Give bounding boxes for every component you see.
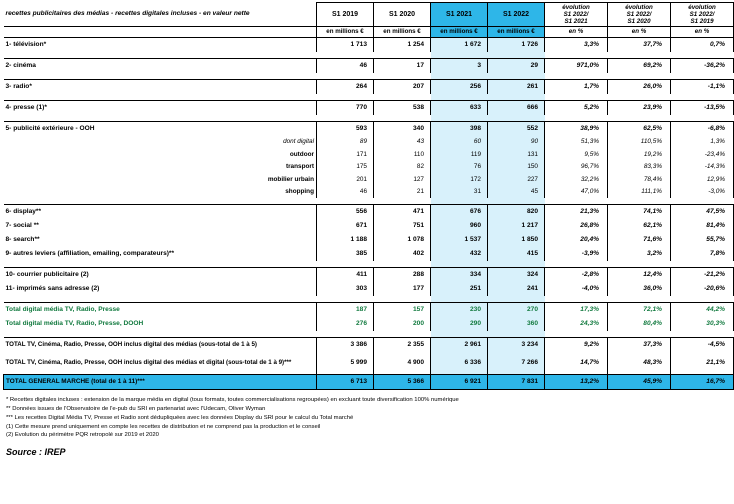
cell-2022: 820: [488, 205, 545, 220]
table-row: [4, 205, 734, 220]
cell-2022: 90: [488, 136, 545, 149]
row-label: 4- presse (1)*: [4, 100, 317, 115]
cell-2020: 751: [374, 219, 431, 233]
table-row-total: [4, 338, 734, 353]
cell-2021: 31: [431, 186, 488, 199]
cell-2019: 201: [317, 173, 374, 186]
col-unit-2021: en millions €: [431, 27, 488, 37]
table-header-years: [4, 3, 734, 27]
cell-ev-1922: 55,7%: [671, 233, 734, 247]
cell-2019: 593: [317, 121, 374, 136]
col-unit-ev-2022: en %: [608, 27, 671, 37]
row-label: 6- display**: [4, 205, 317, 220]
row-label: 11- imprimés sans adresse (2): [5, 285, 100, 293]
table-header-units: [4, 27, 734, 37]
row-label: 9- autres leviers (affiliation, emailing, comparateurs)**: [5, 250, 175, 258]
row-label: Total digital média TV, Radio, Presse, DOOH: [5, 320, 144, 328]
cell-ev-2022: 3,2%: [608, 247, 671, 261]
cell-2022: 1 726: [488, 37, 545, 52]
col-header-ev-2022-2019: évolution S1 2022/ S1 2019: [671, 3, 734, 27]
col-header-2019: S1 2019: [317, 3, 374, 27]
row-label: transport: [285, 163, 314, 171]
cell-2022: 7 831: [488, 375, 545, 390]
cell-2020: 127: [374, 173, 431, 186]
cell-ev-2022: 45,9%: [608, 375, 671, 390]
cell-2021: 676: [431, 205, 488, 220]
row-label: 3- radio*: [4, 79, 317, 94]
cell-ev-2022: 48,3%: [608, 352, 671, 375]
cell-ev-1922: -14,3%: [671, 161, 734, 174]
cell-2019: 264: [317, 79, 374, 94]
cell-ev-2122: 32,2%: [545, 173, 608, 186]
table-row: [4, 58, 734, 73]
row-label: TOTAL GENERAL MARCHE (total de 1 à 11)***: [4, 375, 317, 390]
table-row: [4, 268, 734, 283]
col-header-ev-2022-2021: évolution S1 2022/ S1 2021: [545, 3, 608, 27]
row-label: 7- social **: [5, 222, 39, 230]
cell-ev-2022: 69,2%: [608, 58, 671, 73]
units-empty-cell: [4, 27, 317, 37]
cell-ev-2122: -3,9%: [545, 247, 608, 261]
cell-2022: 552: [488, 121, 545, 136]
cell-ev-1922: -23,4%: [671, 148, 734, 161]
cell-2019: 411: [317, 268, 374, 283]
cell-2022: 150: [488, 161, 545, 174]
cell-ev-2122: 47,0%: [545, 186, 608, 199]
cell-2019: 89: [317, 136, 374, 149]
row-label: shopping: [285, 188, 314, 196]
table-row: [4, 282, 734, 296]
table-row: [4, 303, 734, 318]
cell-2019: 3 386: [317, 338, 374, 353]
cell-2019: 385: [317, 247, 374, 261]
cell-ev-2122: 971,0%: [545, 58, 608, 73]
cell-2020: 4 900: [374, 352, 431, 375]
footnote-4: (1) Cette mesure prend uniquement en compte les recettes de distribution et ne comprend pas la production et le conseil: [6, 423, 321, 430]
cell-2022: 227: [488, 173, 545, 186]
cell-ev-1922: -21,2%: [671, 268, 734, 283]
cell-ev-2022: 71,6%: [608, 233, 671, 247]
table-row: [4, 161, 734, 174]
cell-2021: 6 921: [431, 375, 488, 390]
row-label: 10- courrier publicitaire (2): [4, 268, 317, 283]
table-row: [4, 148, 734, 161]
cell-2019: 276: [317, 317, 374, 331]
table-row: [4, 317, 734, 331]
cell-2022: 324: [488, 268, 545, 283]
cell-2021: 1 537: [431, 233, 488, 247]
cell-ev-2122: 9,5%: [545, 148, 608, 161]
cell-ev-1922: 81,4%: [671, 219, 734, 233]
cell-ev-1922: -36,2%: [671, 58, 734, 73]
cell-2019: 175: [317, 161, 374, 174]
cell-2021: 3: [431, 58, 488, 73]
cell-ev-2022: 19,2%: [608, 148, 671, 161]
cell-2019: 303: [317, 282, 374, 296]
cell-ev-2022: 36,0%: [608, 282, 671, 296]
row-label: 5- publicité extérieure - OOH: [4, 121, 317, 136]
table-row: [4, 219, 734, 233]
table-row-grand-total: [4, 375, 734, 390]
cell-2021: 290: [431, 317, 488, 331]
cell-2021: 2 961: [431, 338, 488, 353]
footnote-3: *** Les recettes Digital Média TV, Presse et Radio sont dédupliquées avec les données Display du SRI pour le calcul du Total marché: [6, 414, 354, 421]
cell-2021: 76: [431, 161, 488, 174]
col-header-2020: S1 2020: [374, 3, 431, 27]
cell-2021: 1 672: [431, 37, 488, 52]
cell-2019: 46: [317, 186, 374, 199]
col-unit-2020: en millions €: [374, 27, 431, 37]
footnote-2: ** Données issues de l'Observatoire de l'e-pub du SRI en partenariat avec l'Udecam, Oliver Wyman: [6, 405, 266, 412]
cell-ev-2122: 17,3%: [545, 303, 608, 318]
cell-ev-2022: 62,1%: [608, 219, 671, 233]
cell-2021: 172: [431, 173, 488, 186]
cell-ev-1922: 0,7%: [671, 37, 734, 52]
cell-2021: 60: [431, 136, 488, 149]
cell-2020: 5 366: [374, 375, 431, 390]
table-row: [4, 79, 734, 94]
cell-ev-2122: 20,4%: [545, 233, 608, 247]
cell-ev-1922: -20,6%: [671, 282, 734, 296]
table-row: [4, 121, 734, 136]
row-label: 1- télévision*: [4, 37, 317, 52]
cell-2021: 432: [431, 247, 488, 261]
cell-2020: 471: [374, 205, 431, 220]
cell-ev-2022: 80,4%: [608, 317, 671, 331]
cell-ev-1922: -1,1%: [671, 79, 734, 94]
cell-ev-2022: 78,4%: [608, 173, 671, 186]
row-label: 8- search**: [5, 236, 40, 244]
cell-ev-2122: 1,7%: [545, 79, 608, 94]
cell-2020: 340: [374, 121, 431, 136]
cell-ev-1922: 1,3%: [671, 136, 734, 149]
cell-ev-2022: 62,5%: [608, 121, 671, 136]
table-sheet: [0, 2, 725, 504]
row-label: dont digital: [283, 138, 314, 146]
cell-2020: 207: [374, 79, 431, 94]
cell-2019: 556: [317, 205, 374, 220]
cell-ev-1922: 47,5%: [671, 205, 734, 220]
cell-ev-2122: 14,7%: [545, 352, 608, 375]
col-unit-2022: en millions €: [488, 27, 545, 37]
col-unit-ev-1922: en %: [671, 27, 734, 37]
cell-ev-1922: 16,7%: [671, 375, 734, 390]
row-label: outdoor: [289, 150, 314, 158]
table-row: [4, 233, 734, 247]
cell-2020: 21: [374, 186, 431, 199]
cell-2020: 177: [374, 282, 431, 296]
cell-ev-2022: 110,5%: [608, 136, 671, 149]
table-row-total: [4, 352, 734, 375]
row-label: Total digital média TV, Radio, Presse: [4, 303, 317, 318]
cell-ev-2022: 83,3%: [608, 161, 671, 174]
cell-2020: 17: [374, 58, 431, 73]
cell-ev-2122: 21,3%: [545, 205, 608, 220]
cell-ev-2122: 3,3%: [545, 37, 608, 52]
cell-2022: 3 234: [488, 338, 545, 353]
cell-2022: 1 217: [488, 219, 545, 233]
cell-2019: 46: [317, 58, 374, 73]
cell-2021: 230: [431, 303, 488, 318]
cell-2020: 402: [374, 247, 431, 261]
cell-2020: 43: [374, 136, 431, 149]
table-row: [4, 247, 734, 261]
row-label: mobilier urbain: [267, 175, 314, 183]
cell-ev-2022: 26,0%: [608, 79, 671, 94]
cell-2020: 82: [374, 161, 431, 174]
cell-ev-1922: -13,5%: [671, 100, 734, 115]
cell-ev-2022: 72,1%: [608, 303, 671, 318]
table-row: [4, 173, 734, 186]
cell-2019: 171: [317, 148, 374, 161]
table-row: [4, 136, 734, 149]
cell-2021: 398: [431, 121, 488, 136]
cell-2021: 256: [431, 79, 488, 94]
cell-2021: 251: [431, 282, 488, 296]
cell-2021: 633: [431, 100, 488, 115]
cell-2022: 45: [488, 186, 545, 199]
cell-ev-2122: 51,3%: [545, 136, 608, 149]
row-label: TOTAL TV, Cinéma, Radio, Presse, OOH inclus digital des médias (sous-total de 1 à 5): [4, 338, 317, 353]
cell-2022: 7 266: [488, 352, 545, 375]
footnotes: [6, 396, 689, 440]
cell-2019: 187: [317, 303, 374, 318]
cell-2019: 671: [317, 219, 374, 233]
cell-2019: 1 713: [317, 37, 374, 52]
cell-2022: 261: [488, 79, 545, 94]
cell-2021: 334: [431, 268, 488, 283]
cell-ev-2022: 37,3%: [608, 338, 671, 353]
cell-ev-2122: 96,7%: [545, 161, 608, 174]
col-header-2022: S1 2022: [488, 3, 545, 27]
cell-2020: 1 078: [374, 233, 431, 247]
media-revenue-table: [3, 2, 734, 390]
col-unit-2019: en millions €: [317, 27, 374, 37]
cell-ev-2122: 24,3%: [545, 317, 608, 331]
cell-ev-2022: 37,7%: [608, 37, 671, 52]
cell-ev-1922: 7,8%: [671, 247, 734, 261]
cell-ev-2122: 13,2%: [545, 375, 608, 390]
cell-2019: 1 188: [317, 233, 374, 247]
cell-2022: 415: [488, 247, 545, 261]
cell-ev-2122: 9,2%: [545, 338, 608, 353]
cell-2021: 960: [431, 219, 488, 233]
cell-2022: 241: [488, 282, 545, 296]
cell-ev-2122: 5,2%: [545, 100, 608, 115]
cell-2020: 110: [374, 148, 431, 161]
cell-2020: 200: [374, 317, 431, 331]
col-header-ev-2022-2020: évolution S1 2022/ S1 2020: [608, 3, 671, 27]
footnote-1: * Recettes digitales incluses : extension de la marque média en digital (tous formats, toutes commercialisations regroupées) en excluant toute diversification 100% numérique: [6, 397, 459, 403]
cell-2019: 5 999: [317, 352, 374, 375]
footnote-5: (2) Evolution du périmètre PQR retropolé sur 2019 et 2020: [6, 432, 159, 439]
cell-2022: 666: [488, 100, 545, 115]
col-header-2021: S1 2021: [431, 3, 488, 27]
table-title: recettes publicitaires des médias - recettes digitales incluses - en valeur nette: [4, 3, 317, 27]
cell-2019: 770: [317, 100, 374, 115]
row-label: TOTAL TV, Cinéma, Radio, Presse, OOH inclus digital des médias et digital (sous-total de 1 à 9)***: [5, 359, 292, 367]
col-unit-ev-2122: en %: [545, 27, 608, 37]
cell-2020: 1 254: [374, 37, 431, 52]
cell-ev-2022: 23,9%: [608, 100, 671, 115]
cell-2021: 6 336: [431, 352, 488, 375]
cell-ev-2122: 26,8%: [545, 219, 608, 233]
table-row: [4, 100, 734, 115]
cell-ev-2022: 111,1%: [608, 186, 671, 199]
table-row: [4, 186, 734, 199]
cell-ev-1922: -3,0%: [671, 186, 734, 199]
cell-ev-1922: -4,5%: [671, 338, 734, 353]
cell-ev-2022: 12,4%: [608, 268, 671, 283]
cell-2020: 2 355: [374, 338, 431, 353]
row-label: 2- cinéma: [4, 58, 317, 73]
cell-2020: 288: [374, 268, 431, 283]
cell-ev-1922: 12,9%: [671, 173, 734, 186]
cell-ev-1922: 21,1%: [671, 352, 734, 375]
cell-ev-2122: 38,9%: [545, 121, 608, 136]
cell-2020: 538: [374, 100, 431, 115]
cell-ev-2122: -2,8%: [545, 268, 608, 283]
cell-ev-2022: 74,1%: [608, 205, 671, 220]
cell-ev-1922: 44,2%: [671, 303, 734, 318]
cell-2022: 1 850: [488, 233, 545, 247]
cell-2022: 360: [488, 317, 545, 331]
cell-2022: 29: [488, 58, 545, 73]
cell-ev-2122: -4,0%: [545, 282, 608, 296]
cell-2022: 270: [488, 303, 545, 318]
cell-ev-1922: 30,3%: [671, 317, 734, 331]
cell-2022: 131: [488, 148, 545, 161]
table-row: [4, 37, 734, 52]
cell-ev-1922: -6,8%: [671, 121, 734, 136]
cell-2020: 157: [374, 303, 431, 318]
cell-2019: 6 713: [317, 375, 374, 390]
source-label: Source : IREP: [6, 447, 66, 458]
cell-2021: 119: [431, 148, 488, 161]
